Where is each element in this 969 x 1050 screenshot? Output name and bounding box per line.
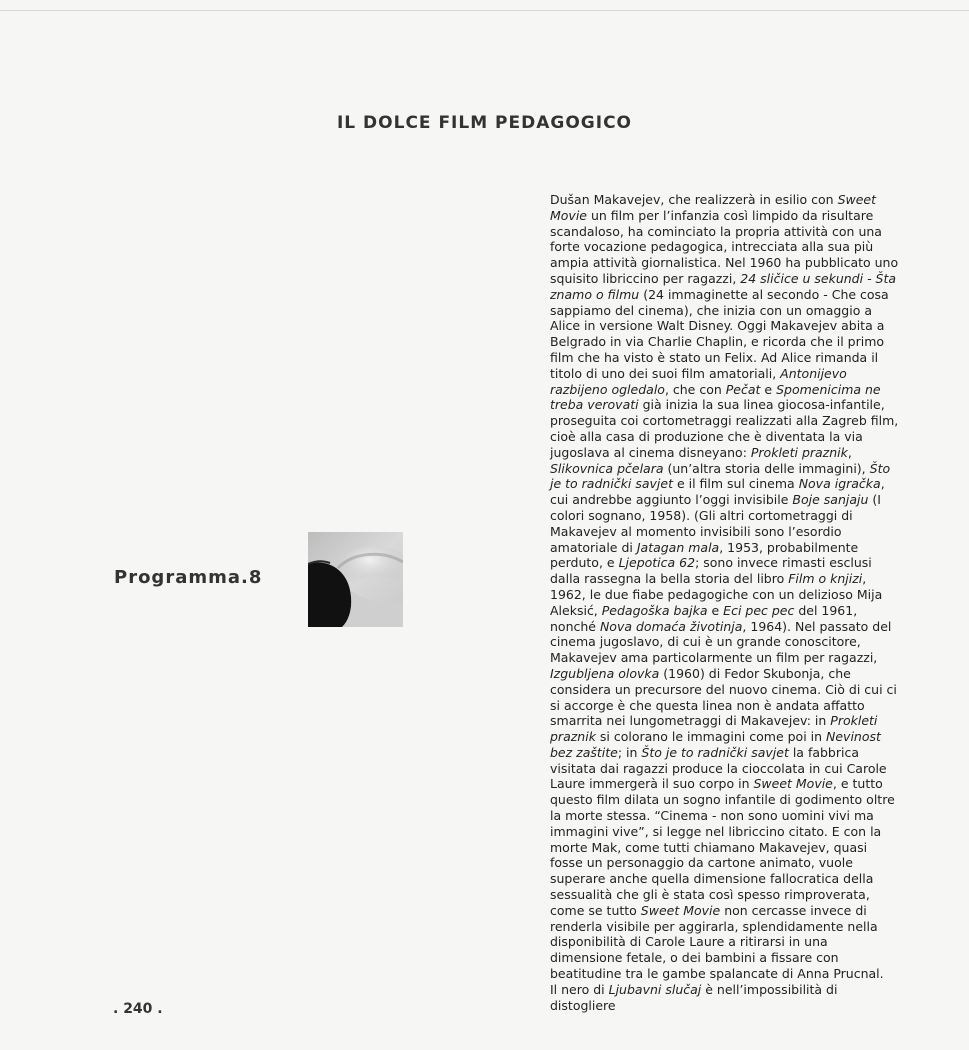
body-text-run: , 1953, probabilmente perduto, e (550, 539, 859, 571)
film-title-text: Nova igračka (798, 476, 881, 492)
page-title: IL DOLCE FILM PEDAGOGICO (336, 113, 633, 133)
body-text-run: , e tutto questo film dilata un sogno infantile di godimento oltre la morte stessa. “Cinema - non sono uomini vivi ma immagini vive”, si legge nel libriccino citato. E con la morte Mak, come tutti chiamano Makavejev, quasi fosse un personaggio da cartone animato, vuole superare anche quella dimensione fallocratica della sessualità che gli è stata così spesso rimproverata, come se tutto (550, 776, 895, 918)
article-paragraph (550, 192, 900, 982)
film-title-text: Eci pec pec (723, 602, 795, 618)
film-title-text: Antonijevo razbijeno ogledalo (550, 365, 847, 397)
film-title-text: Boje sanjaju (792, 492, 869, 508)
body-text-run: e il film sul cinema (672, 476, 799, 492)
body-text-run: , 1964). Nel passato del cinema jugoslavo, di cui è un grande conoscitore, Makavejev ama particolarmente un film per ragazzi, (550, 618, 892, 666)
body-text-run: un film per l’infanzia così limpido da risultare scandaloso, ha cominciato la propria attività con una forte vocazione pedagogica, intrecciata alla sua più ampia attività giornalistica. Nel 1960 ha pubblicato uno squisito libriccino per ragazzi, (550, 207, 899, 286)
body-text-run: (I colori sognano, 1958). (Gli altri cortometraggi di Makavejev al momento invisibili sono l’esordio amatoriale di (550, 492, 881, 555)
article-paragraph (550, 982, 900, 1014)
body-text-run: , cui andrebbe aggiunto l’oggi invisibile (550, 476, 885, 508)
body-text-run: (1960) di Fedor Skubonja, che considera un precursore del nuovo cinema. Ciò di cui ci si accorge è che questa linea non è andata affatto smarrita nei lungometraggi di Makavejev: in (550, 665, 897, 729)
film-title-text: Ljubavni slučaj (608, 981, 702, 997)
body-text-run: , che con (664, 381, 726, 397)
film-title-text: Pečat (725, 381, 761, 397)
film-title-text: Nevinost bez zaštite (550, 729, 881, 760)
article-body (550, 192, 900, 1013)
film-title-text: Sweet Movie (640, 902, 721, 918)
body-text-run: già inizia la sua linea giocosa-infantile, proseguita coi cortometraggi realizzati alla Zagreb film, cioè alla casa di produzione che è diventata la via jugoslava al cinema disneyano: (550, 397, 899, 460)
film-title-text: Prokleti praznik (750, 444, 848, 460)
film-title-text: 24 sličice u sekundi - Šta znamo o filmu (550, 270, 897, 302)
body-text-run: la fabbrica visitata dai ragazzi produce la cioccolata in cui Carole Laure immergerà il suo corpo in (550, 744, 887, 792)
film-title-text: Prokleti praznik (550, 713, 878, 745)
film-title-text: Izgubljena olovka (550, 665, 660, 681)
body-text-run: si colorano le immagini come poi in (595, 729, 827, 745)
body-text-run: non cercasse invece di renderla visibile per aggirarla, splendidamente nella disponibilità di Carole Laure a ritirarsi in una dimensione fetale, o dei bambini a fissare con beatitudine tra le gambe spalancate di Anna Prucnal. (550, 902, 884, 982)
film-title-text: Slikovnica pčelara (550, 460, 664, 476)
body-text-run: , 1962, le due fiabe pedagogiche con un delizioso Mija Aleksić, (550, 571, 883, 618)
body-text-run: (un’altra storia delle immagini), (663, 460, 870, 476)
film-title-text: Sweet Movie (550, 192, 877, 223)
film-title-text: Spomenicima ne treba verovati (550, 381, 881, 413)
film-title-text: Pedagoška bajka (601, 602, 708, 618)
film-title-text: Sweet Movie (753, 776, 833, 792)
film-still-photo (308, 532, 403, 627)
body-text-run: ; sono invece rimasti esclusi dalla rassegna la bella storia del libro (550, 555, 872, 587)
body-text-run: Dušan Makavejev, che realizzerà in esilio con (550, 192, 838, 207)
program-label: Programma.8 (114, 567, 263, 588)
body-text-run: è nell’impossibilità di distogliere (550, 981, 838, 1013)
body-text-run: del 1961, nonché (550, 602, 858, 634)
film-title-text: Jatagan mala (636, 539, 720, 555)
top-rule (0, 10, 969, 11)
film-title-text: Ljepotica 62 (618, 555, 696, 571)
film-title-text: Nova domaća životinja (599, 618, 743, 634)
body-text-run: Il nero di (550, 981, 609, 997)
film-title-text: Što je to radnički savjet (550, 460, 891, 492)
body-text-run: e (760, 381, 777, 397)
body-text-run: (24 immaginette al secondo - Che cosa sappiamo del cinema), che inizia con un omaggio a Alice in versione Walt Disney. Oggi Makavejev abita a Belgrado in via Charlie Chaplin, e ricorda che il primo film che ha visto è stato un Felix. Ad Alice rimanda il titolo di uno dei suoi film amatoriali, (550, 286, 889, 381)
film-title-text: Film o knjizi (788, 571, 863, 587)
page-number: . 240 . (113, 1001, 163, 1017)
body-text-run: ; in (617, 744, 642, 760)
body-text-run: , (847, 444, 852, 460)
body-text-run: e (707, 602, 724, 618)
film-title-text: Što je to radnički savjet (641, 744, 789, 760)
